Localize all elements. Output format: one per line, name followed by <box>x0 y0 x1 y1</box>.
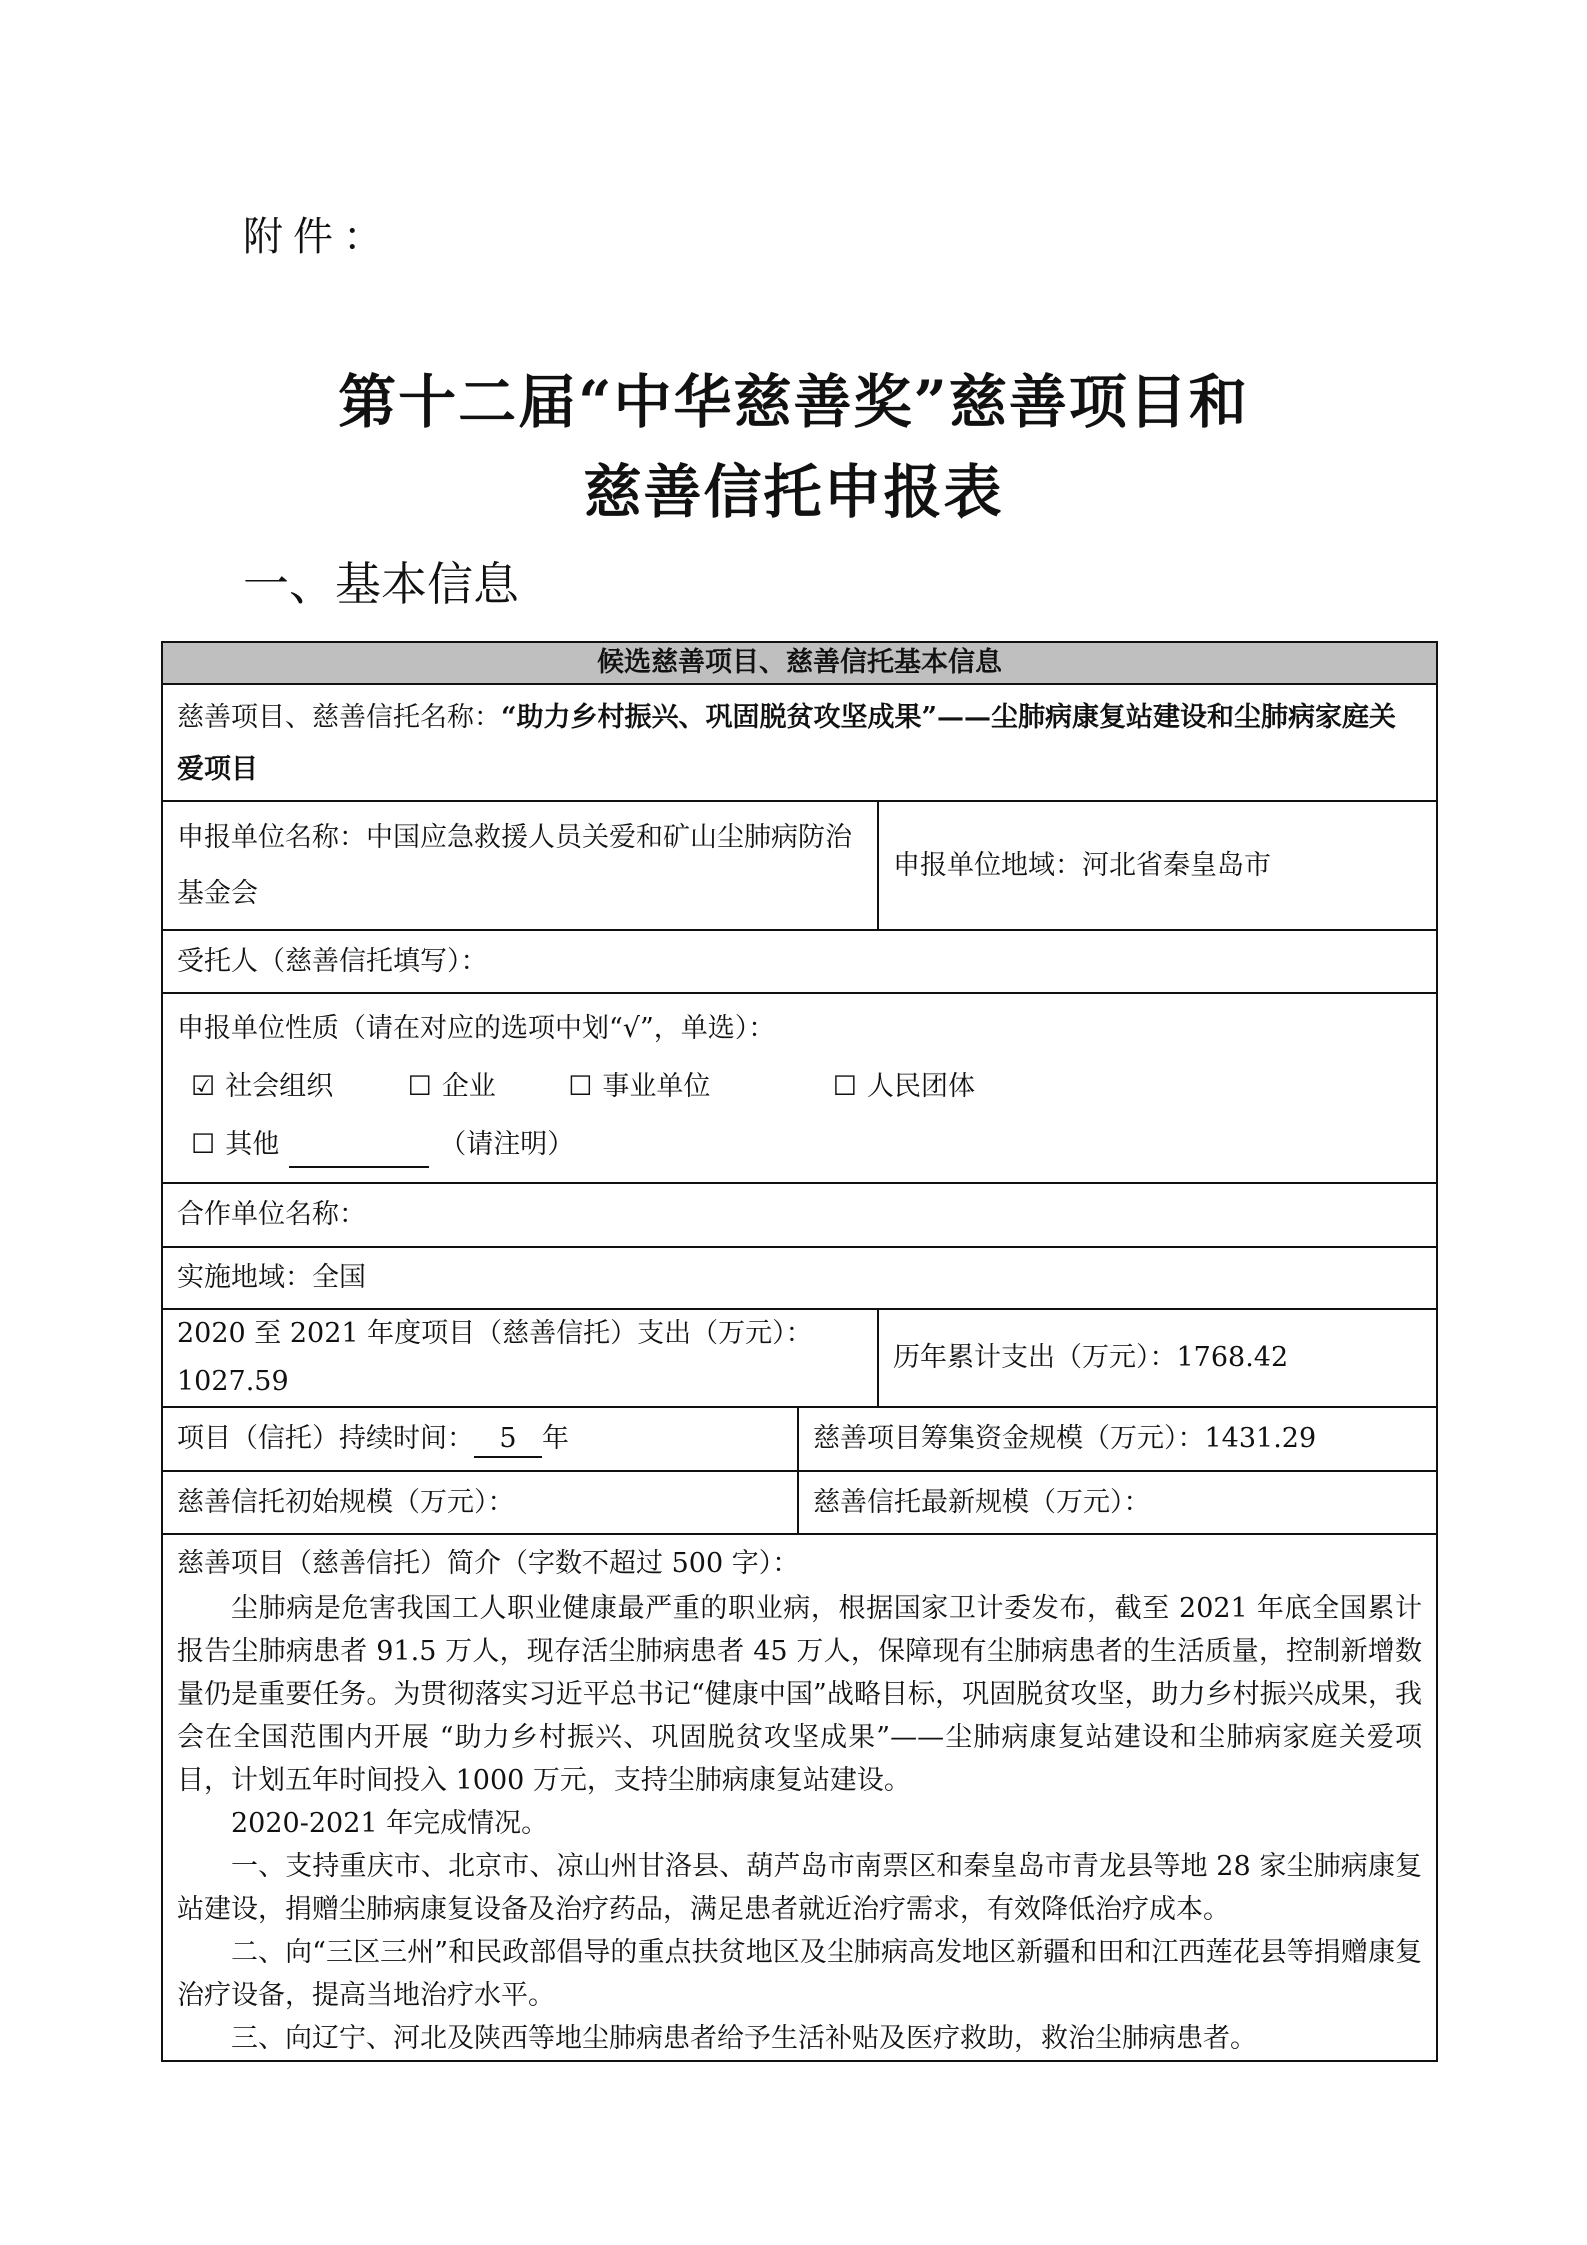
intro-paragraph: 三、向辽宁、河北及陕西等地尘肺病患者给予生活补贴及医疗救助，救治尘肺病患者。 <box>231 2023 1257 2054</box>
total-expense-cell: 历年累计支出（万元）：1768.42 <box>878 1309 1437 1407</box>
region-label: 申报单位地域： <box>893 849 1082 881</box>
duration-unit: 年 <box>542 1423 569 1454</box>
checkbox-icon[interactable]: ☐ <box>407 1071 432 1102</box>
checkbox-icon[interactable]: ☐ <box>191 1129 216 1160</box>
nature-row <box>162 993 1437 1183</box>
option-label: 其他 <box>225 1129 280 1160</box>
nature-options-line1 <box>177 1058 1422 1116</box>
intro-cell <box>162 1534 1437 2061</box>
option-label: 社会组织 <box>225 1071 334 1102</box>
intro-paragraph: 2020-2021 年完成情况。 <box>231 1808 549 1839</box>
option-label: 事业单位 <box>602 1071 711 1102</box>
duration-value: 5 <box>474 1422 542 1458</box>
option-label: 人民团体 <box>867 1071 975 1102</box>
region-cell <box>878 801 1437 930</box>
nature-label: 申报单位性质（请在对应的选项中划“√”，单选）： <box>177 1013 776 1044</box>
section-heading: 一、基本信息 <box>243 557 519 611</box>
applicant-cell <box>162 801 878 930</box>
option-other[interactable] <box>191 1116 279 1174</box>
applicant-value: 中国应急救援人员关爱和矿山尘肺病防治基金会 <box>177 821 852 909</box>
other-note: （请注明） <box>439 1129 575 1160</box>
partner-row: 合作单位名称： <box>162 1183 1437 1247</box>
option-people-group[interactable] <box>833 1058 975 1116</box>
trustee-row: 受托人（慈善信托填写）： <box>162 930 1437 993</box>
project-name-label: 慈善项目、慈善信托名称： <box>177 701 501 733</box>
option-social-org[interactable] <box>191 1058 399 1116</box>
trust-initial-cell: 慈善信托初始规模（万元）： <box>162 1471 798 1534</box>
annual-expense-cell: 2020 至 2021 年度项目（慈善信托）支出（万元）：1027.59 <box>162 1309 878 1407</box>
applicant-label: 申报单位名称： <box>177 821 366 853</box>
intro-paragraph: 尘肺病是危害我国工人职业健康最严重的职业病，根据国家卫计委发布，截至 2021 年底全国累计报告尘肺病患者 91.5 万人，现存活尘肺病患者 45 万人，保障现有尘肺病患者的生活质量，控制新增数量仍是重要任务。为贯彻落实习近平总书记“健康中国”战略目标，巩固脱贫攻坚，助力乡村振兴成果，我会在全国范围内开展 “助力乡村振兴、巩固脱贫攻坚成果”——尘肺病康复站建设和尘肺病家庭关爱项目，计划五年时间投入 1000 万元，支持尘肺病康复站建设。 <box>177 1593 1422 1796</box>
option-institution[interactable] <box>568 1058 824 1116</box>
intro-paragraph: 一、支持重庆市、北京市、凉山州甘洛县、葫芦岛市南票区和秦皇岛市青龙县等地 28 家尘肺病康复站建设，捐赠尘肺病康复设备及治疗药品，满足患者就近治疗需求，有效降低治疗成本。 <box>177 1851 1422 1925</box>
application-form-table <box>161 641 1438 2062</box>
implementation-row: 实施地域：全国 <box>162 1247 1437 1309</box>
other-input-line[interactable] <box>289 1136 429 1168</box>
intro-label: 慈善项目（慈善信托）简介（字数不超过 500 字）： <box>177 1548 800 1579</box>
option-enterprise[interactable] <box>408 1058 560 1116</box>
document-title-line2: 慈善信托申报表 <box>583 458 1004 526</box>
trust-latest-cell: 慈善信托最新规模（万元）： <box>798 1471 1437 1534</box>
attachment-label: 附件： <box>243 214 393 260</box>
project-name-row <box>162 684 1437 801</box>
option-label: 企业 <box>441 1071 496 1102</box>
table-header: 候选慈善项目、慈善信托基本信息 <box>162 642 1437 684</box>
project-name-value: “助力乡村振兴、巩固脱贫攻坚成果”——尘肺病康复站建设和尘肺病家庭关爱项目 <box>177 701 1397 785</box>
region-value: 河北省秦皇岛市 <box>1082 849 1271 881</box>
checkbox-icon[interactable]: ☐ <box>568 1071 593 1102</box>
intro-paragraph: 二、向“三区三州”和民政部倡导的重点扶贫地区及尘肺病高发地区新疆和田和江西莲花县等捐赠康复治疗设备，提高当地治疗水平。 <box>177 1937 1422 2011</box>
duration-label: 项目（信托）持续时间： <box>177 1423 474 1454</box>
fund-scale-cell: 慈善项目筹集资金规模（万元）：1431.29 <box>798 1407 1437 1471</box>
document-title-line1: 第十二届“中华慈善奖”慈善项目和 <box>338 368 1249 436</box>
nature-options-line2 <box>177 1116 1422 1174</box>
checkbox-icon[interactable]: ☐ <box>832 1071 857 1102</box>
duration-cell <box>162 1407 798 1471</box>
checkbox-checked-icon[interactable]: ☑ <box>191 1071 216 1102</box>
